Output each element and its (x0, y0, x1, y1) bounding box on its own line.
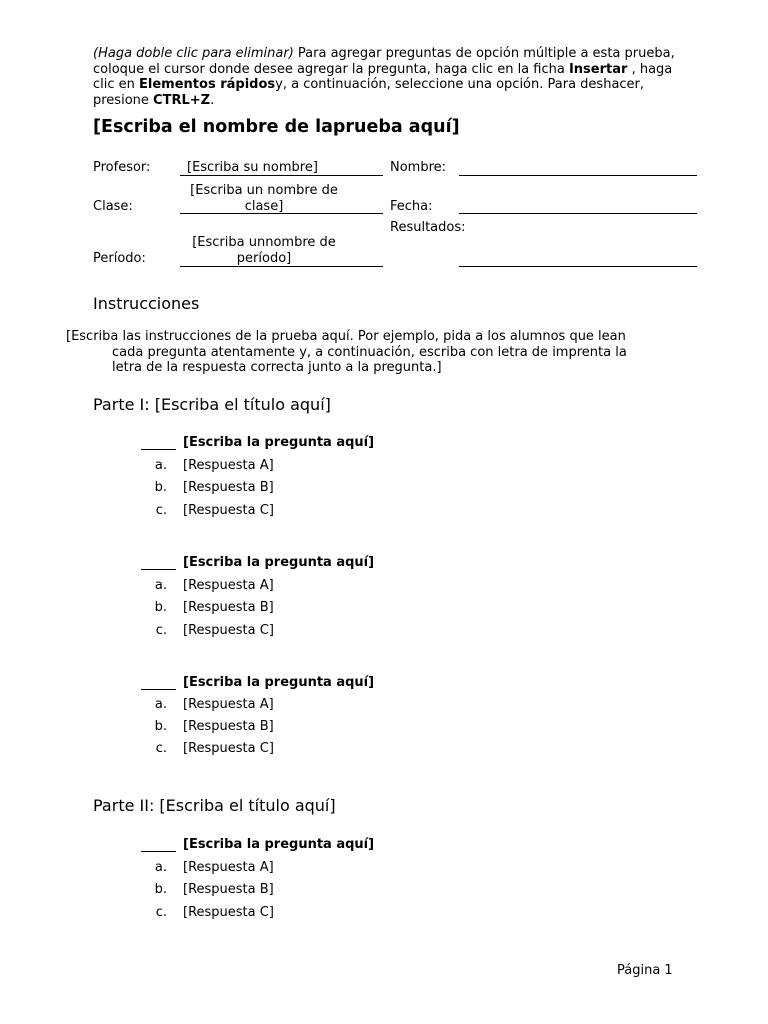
part-1-heading[interactable]: Parte I: [Escriba el título aquí] (93, 395, 331, 414)
answer-letter: a. (154, 697, 167, 712)
profesor-label: Profesor: (93, 160, 151, 175)
answer-blank[interactable] (141, 449, 176, 450)
answer-option (141, 905, 441, 921)
test-title[interactable]: [Escriba el nombre de laprueba aquí] (93, 117, 460, 137)
answer-option (141, 860, 441, 876)
page-number: Página 1 (617, 963, 673, 978)
profesor-field[interactable]: [Escriba su nombre] (187, 160, 318, 175)
answer-option (141, 578, 441, 594)
answer-letter: a. (154, 578, 167, 593)
instructions-line-3: letra de la respuesta correcta junto a la pregunta.] (112, 360, 442, 375)
answer-option (141, 600, 441, 616)
fecha-label: Fecha: (390, 199, 433, 214)
intro-bold-ctrlz: CTRL+Z (153, 92, 211, 108)
clase-field[interactable]: [Escriba un nombre de clase] (190, 183, 338, 214)
nombre-field[interactable] (459, 175, 697, 176)
answer-option (141, 882, 441, 898)
answer-text[interactable]: [Respuesta A] (183, 860, 274, 875)
answer-letter: c. (155, 503, 167, 518)
instructions-line-2: cada pregunta atentamente y, a continuación, escriba con letra de imprenta la (112, 344, 627, 360)
answer-letter: b. (154, 719, 167, 734)
question-item (141, 837, 541, 927)
answer-text[interactable]: [Respuesta C] (183, 741, 274, 756)
instructions-line-1: [Escriba las instrucciones de la prueba aquí. Por ejemplo, pida a los alumnos que lean (66, 329, 626, 344)
answer-text[interactable]: [Respuesta A] (183, 458, 274, 473)
intro-text-part4: . (210, 92, 215, 108)
answer-text[interactable]: [Respuesta B] (183, 600, 274, 615)
question-item (141, 435, 541, 525)
answer-text[interactable]: [Respuesta B] (183, 480, 274, 495)
answer-option (141, 458, 441, 474)
answer-letter: c. (155, 623, 167, 638)
instructions-heading: Instrucciones (93, 294, 200, 313)
question-text[interactable]: [Escriba la pregunta aquí] (183, 555, 375, 570)
answer-letter: c. (155, 905, 167, 920)
answer-letter: c. (155, 741, 167, 756)
intro-instructions[interactable] (93, 46, 693, 108)
periodo-label: Período: (93, 251, 146, 266)
question-item (141, 675, 541, 765)
answer-option (141, 719, 441, 735)
answer-option (141, 741, 441, 757)
answer-option (141, 623, 441, 639)
periodo-underline (180, 266, 383, 267)
fecha-field[interactable] (459, 213, 697, 214)
intro-text-part2: , haga clic en (93, 61, 673, 92)
answer-option (141, 697, 441, 713)
clase-underline (180, 213, 383, 214)
profesor-underline (180, 175, 383, 176)
answer-letter: b. (154, 480, 167, 495)
answer-blank[interactable] (141, 569, 176, 570)
resultados-field[interactable] (459, 266, 697, 267)
answer-text[interactable]: [Respuesta A] (183, 578, 274, 593)
answer-text[interactable]: [Respuesta B] (183, 882, 274, 897)
answer-option (141, 480, 441, 496)
resultados-label: Resultados: (390, 220, 466, 235)
answer-text[interactable]: [Respuesta C] (183, 905, 274, 920)
instructions-body[interactable] (66, 329, 666, 376)
answer-option (141, 503, 441, 519)
answer-text[interactable]: [Respuesta A] (183, 697, 274, 712)
answer-letter: b. (154, 882, 167, 897)
question-text[interactable]: [Escriba la pregunta aquí] (183, 675, 375, 690)
answer-text[interactable]: [Respuesta B] (183, 719, 274, 734)
answer-text[interactable]: [Respuesta C] (183, 503, 274, 518)
clase-label: Clase: (93, 199, 133, 214)
question-item (141, 555, 541, 645)
answer-letter: a. (154, 860, 167, 875)
intro-italic-note: (Haga doble clic para eliminar) (93, 46, 294, 61)
intro-bold-elementos: Elementos rápidos (139, 77, 276, 92)
answer-text[interactable]: [Respuesta C] (183, 623, 274, 638)
question-text[interactable]: [Escriba la pregunta aquí] (183, 837, 375, 852)
answer-blank[interactable] (141, 851, 176, 852)
question-text[interactable]: [Escriba la pregunta aquí] (183, 435, 375, 450)
answer-blank[interactable] (141, 689, 176, 690)
intro-text-part1: Para agregar preguntas de opción múltiple a esta prueba, coloque el cursor donde desee agregar la pregunta, haga clic en la ficha (93, 46, 675, 77)
intro-bold-insertar: Insertar (568, 61, 628, 77)
part-2-heading[interactable]: Parte II: [Escriba el título aquí] (93, 796, 336, 815)
answer-letter: b. (154, 600, 167, 615)
intro-text-part3: y, a continuación, seleccione una opción. Para deshacer, presione (93, 77, 645, 108)
periodo-field[interactable]: [Escriba unnombre de período] (192, 235, 336, 266)
answer-letter: a. (154, 458, 167, 473)
nombre-label: Nombre: (390, 160, 447, 175)
